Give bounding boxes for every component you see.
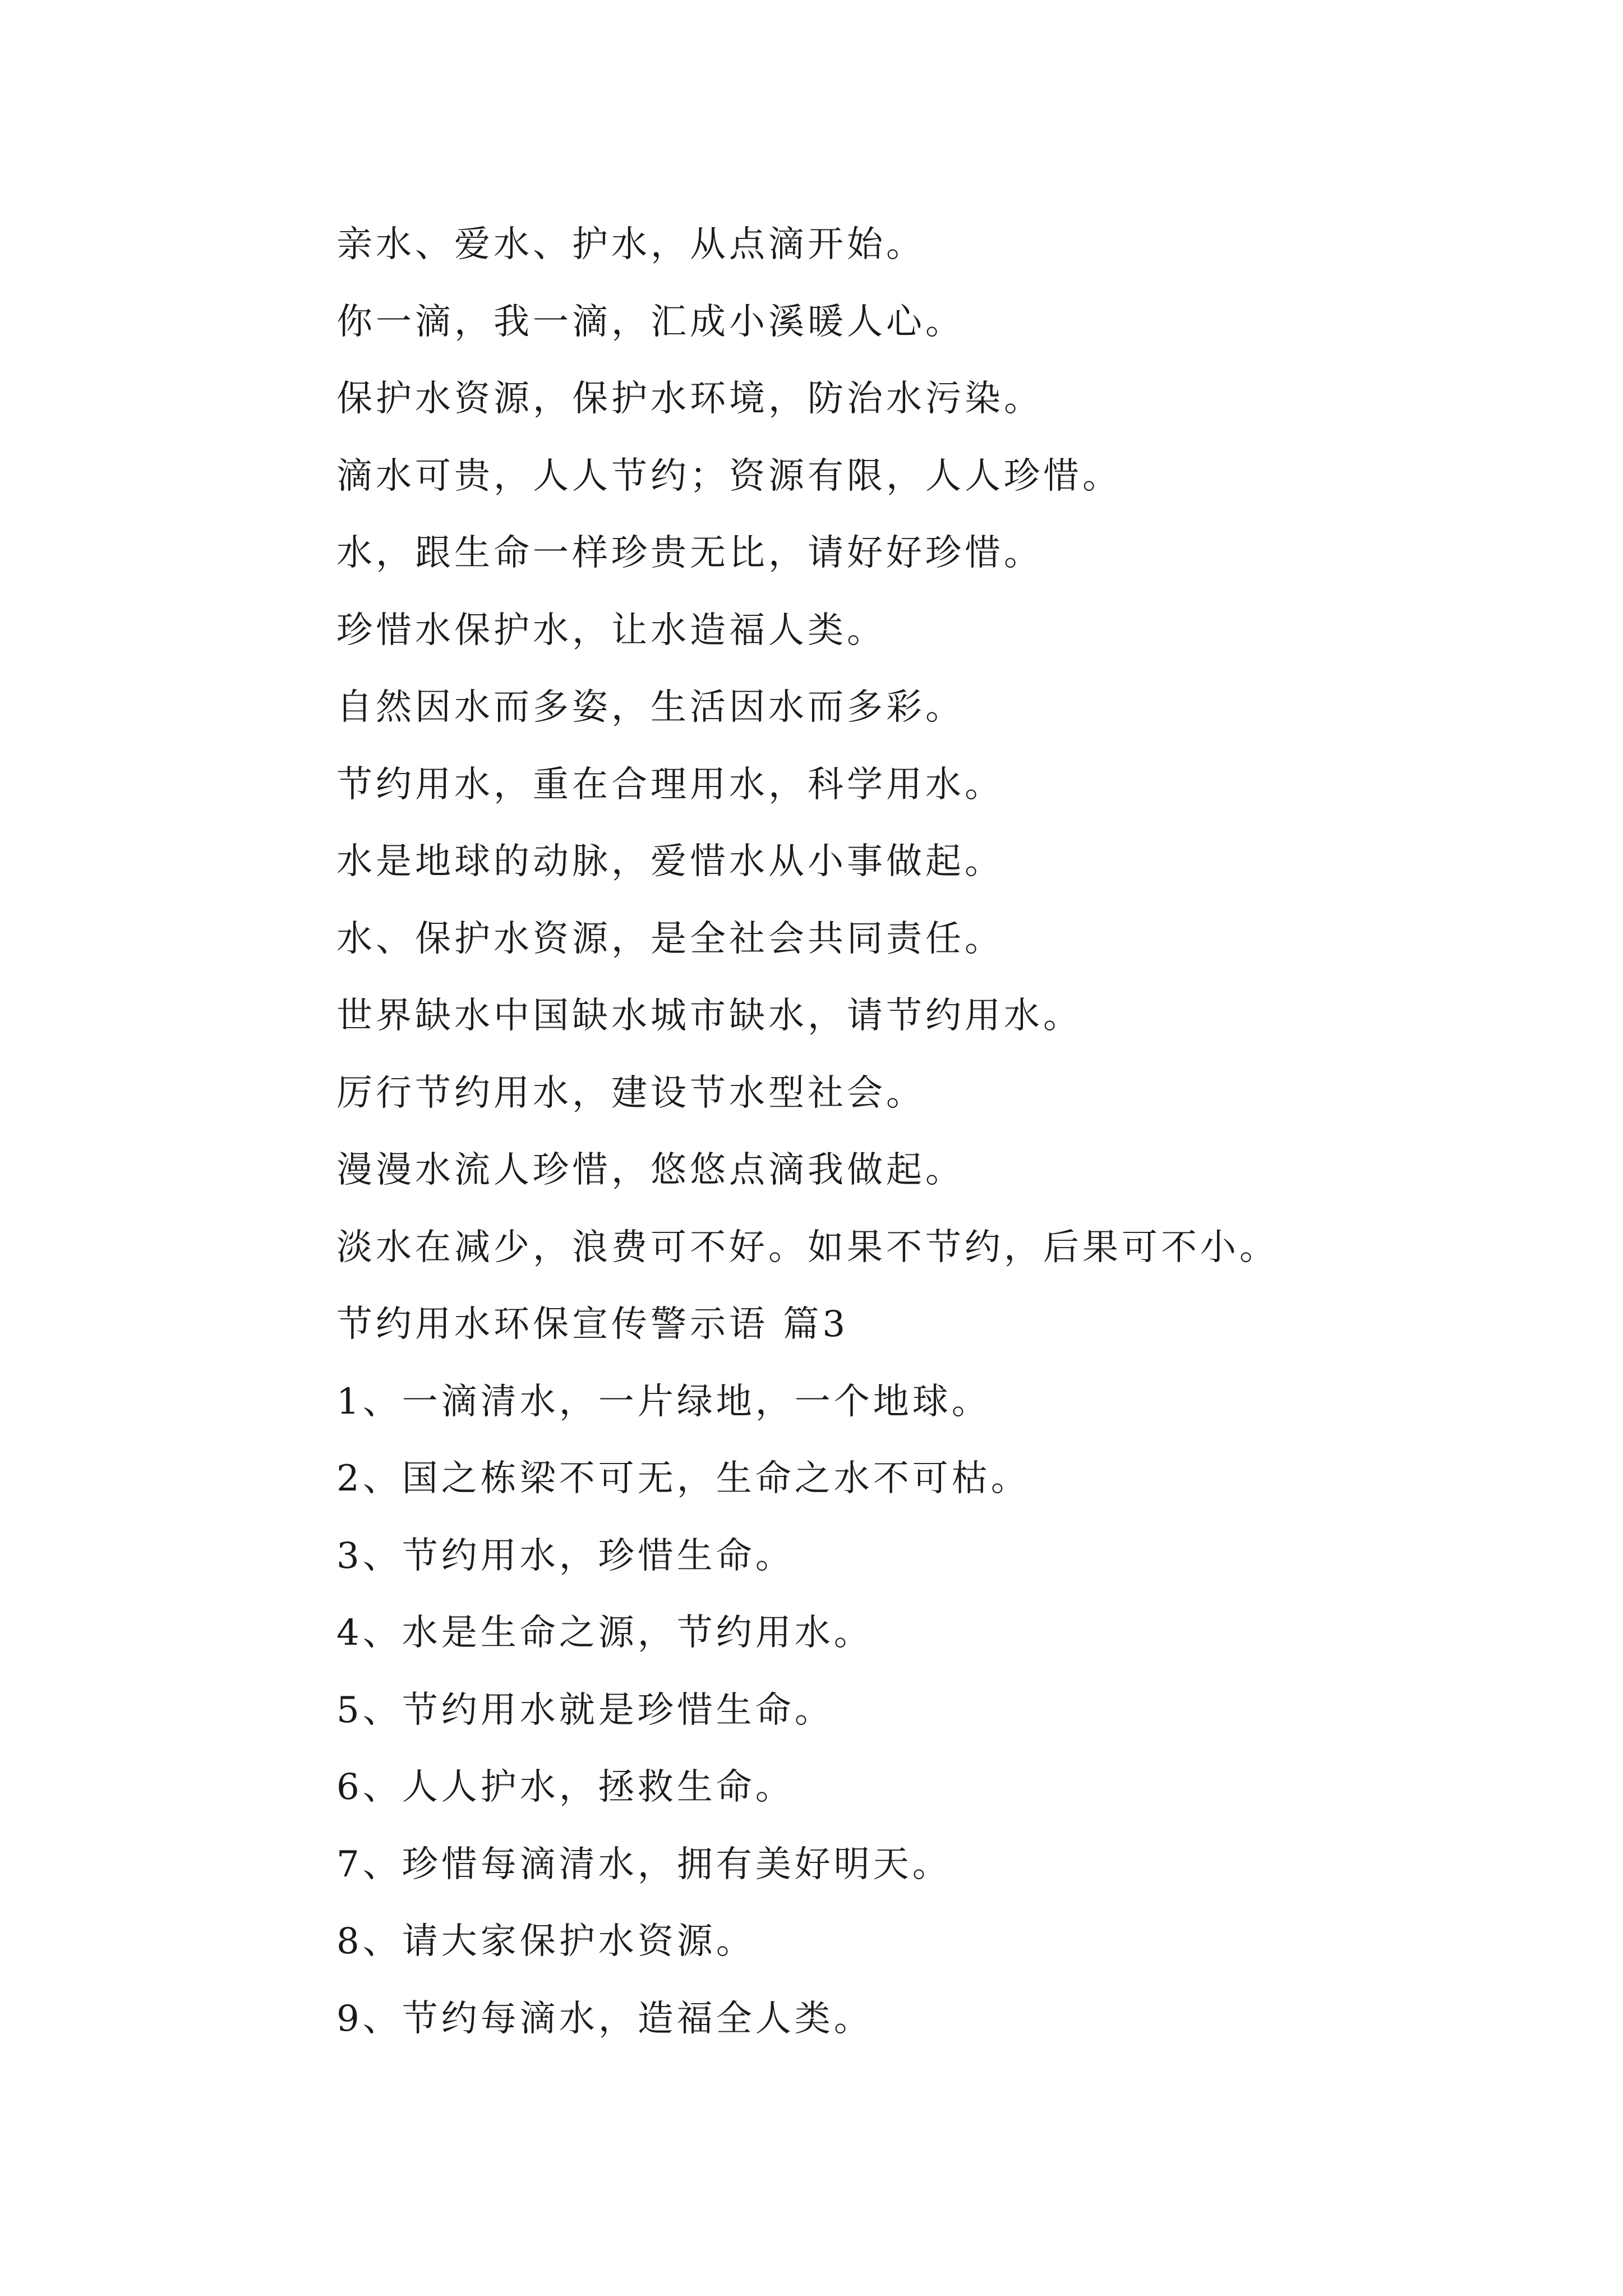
numbered-item: 3、节约用水，珍惜生命。	[336, 1535, 795, 1577]
slogan-line: 水、保护水资源，是全社会共同责任。	[336, 918, 1004, 960]
slogan-line: 水，跟生命一样珍贵无比，请好好珍惜。	[336, 532, 1043, 574]
numbered-item: 9、节约每滴水，造福全人类。	[336, 1998, 873, 2040]
numbered-item: 1、一滴清水，一片绿地，一个地球。	[336, 1381, 991, 1423]
numbered-item: 4、水是生命之源，节约用水。	[336, 1612, 873, 1654]
slogan-line: 保护水资源，保护水环境，防治水污染。	[336, 378, 1043, 420]
slogan-line: 滴水可贵，人人节约；资源有限，人人珍惜。	[336, 455, 1122, 497]
section-heading: 节约用水环保宣传警示语 篇3	[336, 1304, 849, 1345]
slogan-line: 自然因水而多姿，生活因水而多彩。	[336, 687, 965, 728]
slogan-line: 珍惜水保护水，让水造福人类。	[336, 609, 886, 651]
numbered-item: 6、人人护水，拯救生命。	[336, 1766, 795, 1808]
slogan-line: 淡水在减少，浪费可不好。如果不节约，后果可不小。	[336, 1226, 1279, 1268]
numbered-item: 2、国之栋梁不可无，生命之水不可枯。	[336, 1458, 1030, 1499]
document-body	[336, 206, 1570, 2058]
slogan-line: 厉行节约用水，建设节水型社会。	[336, 1072, 925, 1114]
slogan-line: 世界缺水中国缺水城市缺水，请节约用水。	[336, 995, 1082, 1037]
slogan-line: 节约用水，重在合理用水，科学用水。	[336, 763, 1004, 806]
slogan-line: 亲水、爱水、护水，从点滴开始。	[336, 224, 925, 265]
numbered-item: 8、请大家保护水资源。	[336, 1921, 755, 1962]
numbered-item: 7、珍惜每滴清水，拥有美好明天。	[336, 1843, 952, 1885]
slogan-line: 你一滴，我一滴，汇成小溪暖人心。	[336, 301, 965, 343]
slogan-line: 漫漫水流人珍惜，悠悠点滴我做起。	[336, 1149, 965, 1191]
numbered-item: 5、节约用水就是珍惜生命。	[336, 1689, 834, 1731]
slogan-line: 水是地球的动脉，爱惜水从小事做起。	[336, 841, 1004, 882]
